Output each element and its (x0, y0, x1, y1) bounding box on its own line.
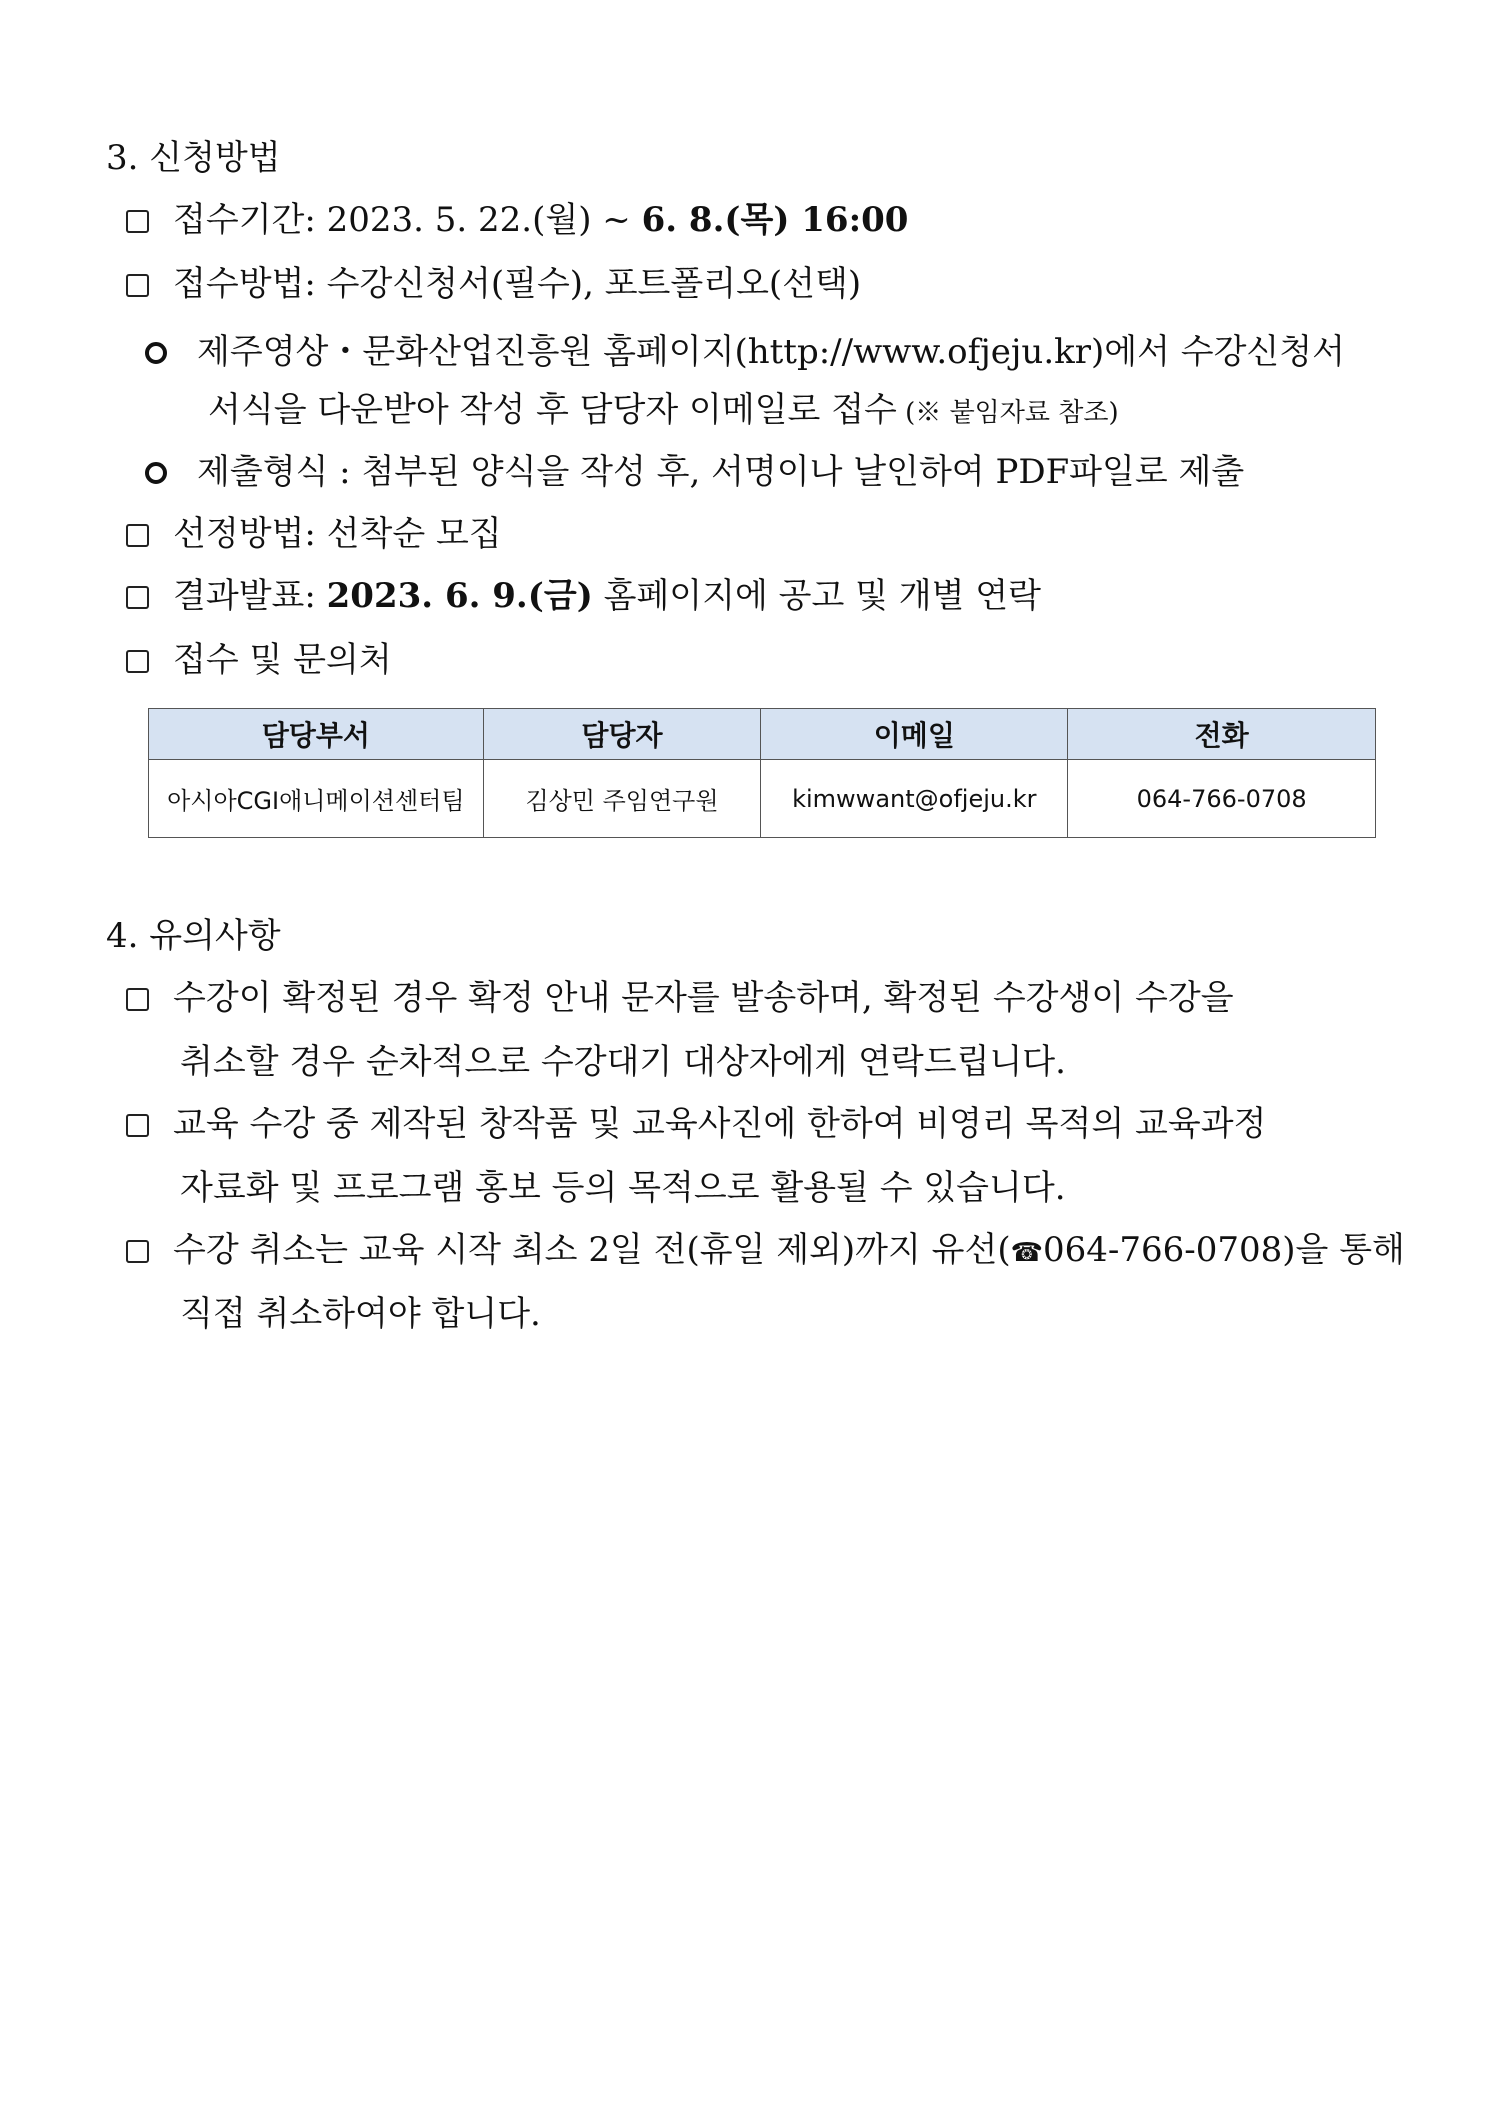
notice-item-2 (126, 1102, 1266, 1146)
phone-icon: ☎ (1010, 1238, 1043, 1268)
checkbox-icon (126, 586, 149, 609)
notice3-line2: 직접 취소하여야 합니다. (180, 1294, 541, 1334)
contact-title: 접수 및 문의처 (173, 640, 392, 680)
result-item (126, 574, 1041, 618)
checkbox-icon (126, 1240, 149, 1263)
web-line1: 제주영상・문화산업진흥원 홈페이지(http://www.ofjeju.kr)에서 수강신청서 (197, 332, 1345, 372)
selection-text: 선정방법: 선착순 모집 (173, 514, 502, 554)
table-header-row (149, 709, 1376, 760)
checkbox-icon (126, 650, 149, 673)
table-row (149, 760, 1376, 838)
notice1-line1: 수강이 확정된 경우 확정 안내 문자를 발송하며, 확정된 수강생이 수강을 (173, 978, 1234, 1018)
web-line2-wrap (208, 388, 1119, 435)
result-label: 결과발표: (173, 576, 327, 616)
period-label: 접수기간: 2023. 5. 22.(월) ~ (173, 200, 642, 240)
result-rest: 홈페이지에 공고 및 개별 연락 (592, 576, 1041, 616)
format-text: 제출형식 : 첨부된 양식을 작성 후, 서명이나 날인하여 PDF파일로 제출 (197, 452, 1245, 492)
cell-phone: 064-766-0708 (1068, 760, 1376, 838)
cell-email: kimwwant@ofjeju.kr (761, 760, 1068, 838)
notice2-line2: 자료화 및 프로그램 홍보 등의 목적으로 활용될 수 있습니다. (180, 1168, 1066, 1208)
notice3-line1a: 수강 취소는 교육 시작 최소 2일 전(휴일 제외)까지 유선( (173, 1230, 1011, 1270)
checkbox-icon (126, 1114, 149, 1137)
header-person: 담당자 (483, 709, 761, 760)
contact-item (126, 638, 392, 682)
header-phone: 전화 (1068, 709, 1376, 760)
web-item (145, 330, 1345, 374)
web-note: (※ 붙임자료 참조) (896, 398, 1119, 428)
result-date: 2023. 6. 9.(금) (326, 576, 593, 616)
selection-item (126, 512, 502, 556)
period-strong: 6. 8.(목) 16:00 (641, 200, 909, 240)
header-department: 담당부서 (149, 709, 484, 760)
contact-table (148, 708, 1376, 838)
section4-heading: 4. 유의사항 (106, 916, 281, 956)
method-text: 접수방법: 수강신청서(필수), 포트폴리오(선택) (173, 264, 862, 304)
circle-bullet-icon (145, 462, 167, 484)
notice-item-1 (126, 976, 1234, 1020)
format-item (145, 450, 1244, 494)
checkbox-icon (126, 988, 149, 1011)
section3-heading: 3. 신청방법 (106, 138, 281, 178)
notice3-line1b: 064-766-0708)을 통해 (1043, 1230, 1405, 1270)
notice2-line1: 교육 수강 중 제작된 창작품 및 교육사진에 한하여 비영리 목적의 교육과정 (173, 1104, 1267, 1144)
checkbox-icon (126, 524, 149, 547)
notice-item-3 (126, 1228, 1405, 1275)
checkbox-icon (126, 274, 149, 297)
cell-department: 아시아CGI애니메이션센터팀 (149, 760, 484, 838)
cell-person: 김상민 주임연구원 (483, 760, 761, 838)
circle-bullet-icon (145, 342, 167, 364)
method-item (126, 262, 861, 306)
checkbox-icon (126, 210, 149, 233)
notice1-line2: 취소할 경우 순차적으로 수강대기 대상자에게 연락드립니다. (180, 1042, 1066, 1082)
web-line2: 서식을 다운받아 작성 후 담당자 이메일로 접수 (208, 390, 897, 430)
header-email: 이메일 (761, 709, 1068, 760)
period-item (126, 198, 908, 242)
